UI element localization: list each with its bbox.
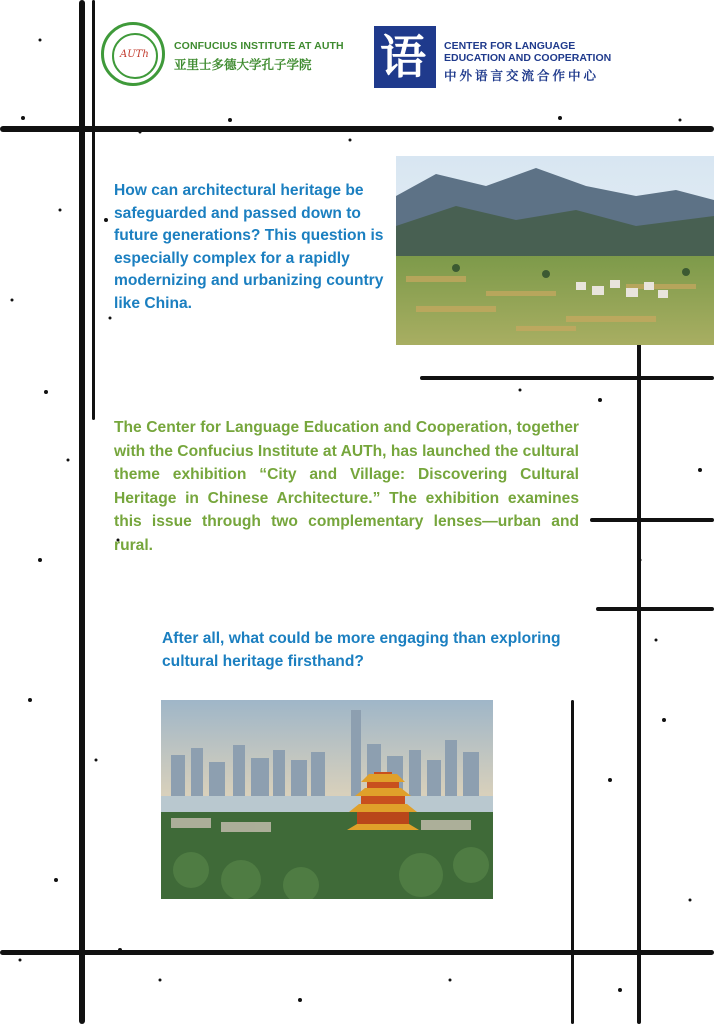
confucius-zh: 亚里士多德大学孔子学院 xyxy=(174,58,312,72)
clec-title xyxy=(444,40,611,84)
confucius-en: CONFUCIUS INSTITUTE AT AUTH xyxy=(174,40,344,52)
clec-logo: 语 xyxy=(374,26,436,88)
confucius-institute-logo: AUTh xyxy=(101,22,165,86)
village-landscape-photo xyxy=(396,156,714,345)
exhibition-announcement: The Center for Language Education and Cooperation, together with the Confucius Institute at AUTh, has launched the cultural theme exhibition “City and Village: Discovering Cultural Heritage in Chinese Architecture.” The exhibition examines this issue through two complementary lenses—urban and rural. xyxy=(114,419,579,554)
confucius-institute-title xyxy=(174,40,344,73)
intro-question: How can architectural heritage be safeguarded and passed down to future generations? This question is especially complex for a rapidly modernizing and urbanizing country like China. xyxy=(114,182,384,312)
clec-en-line1: CENTER FOR LANGUAGE xyxy=(444,40,576,52)
city-skyline-pagoda-photo xyxy=(161,700,493,899)
clec-zh: 中外语言交流合作中心 xyxy=(444,69,600,83)
closing-question: After all, what could be more engaging than exploring cultural heritage firsthand? xyxy=(162,630,561,670)
clec-en-line2: EDUCATION AND COOPERATION xyxy=(444,52,612,64)
